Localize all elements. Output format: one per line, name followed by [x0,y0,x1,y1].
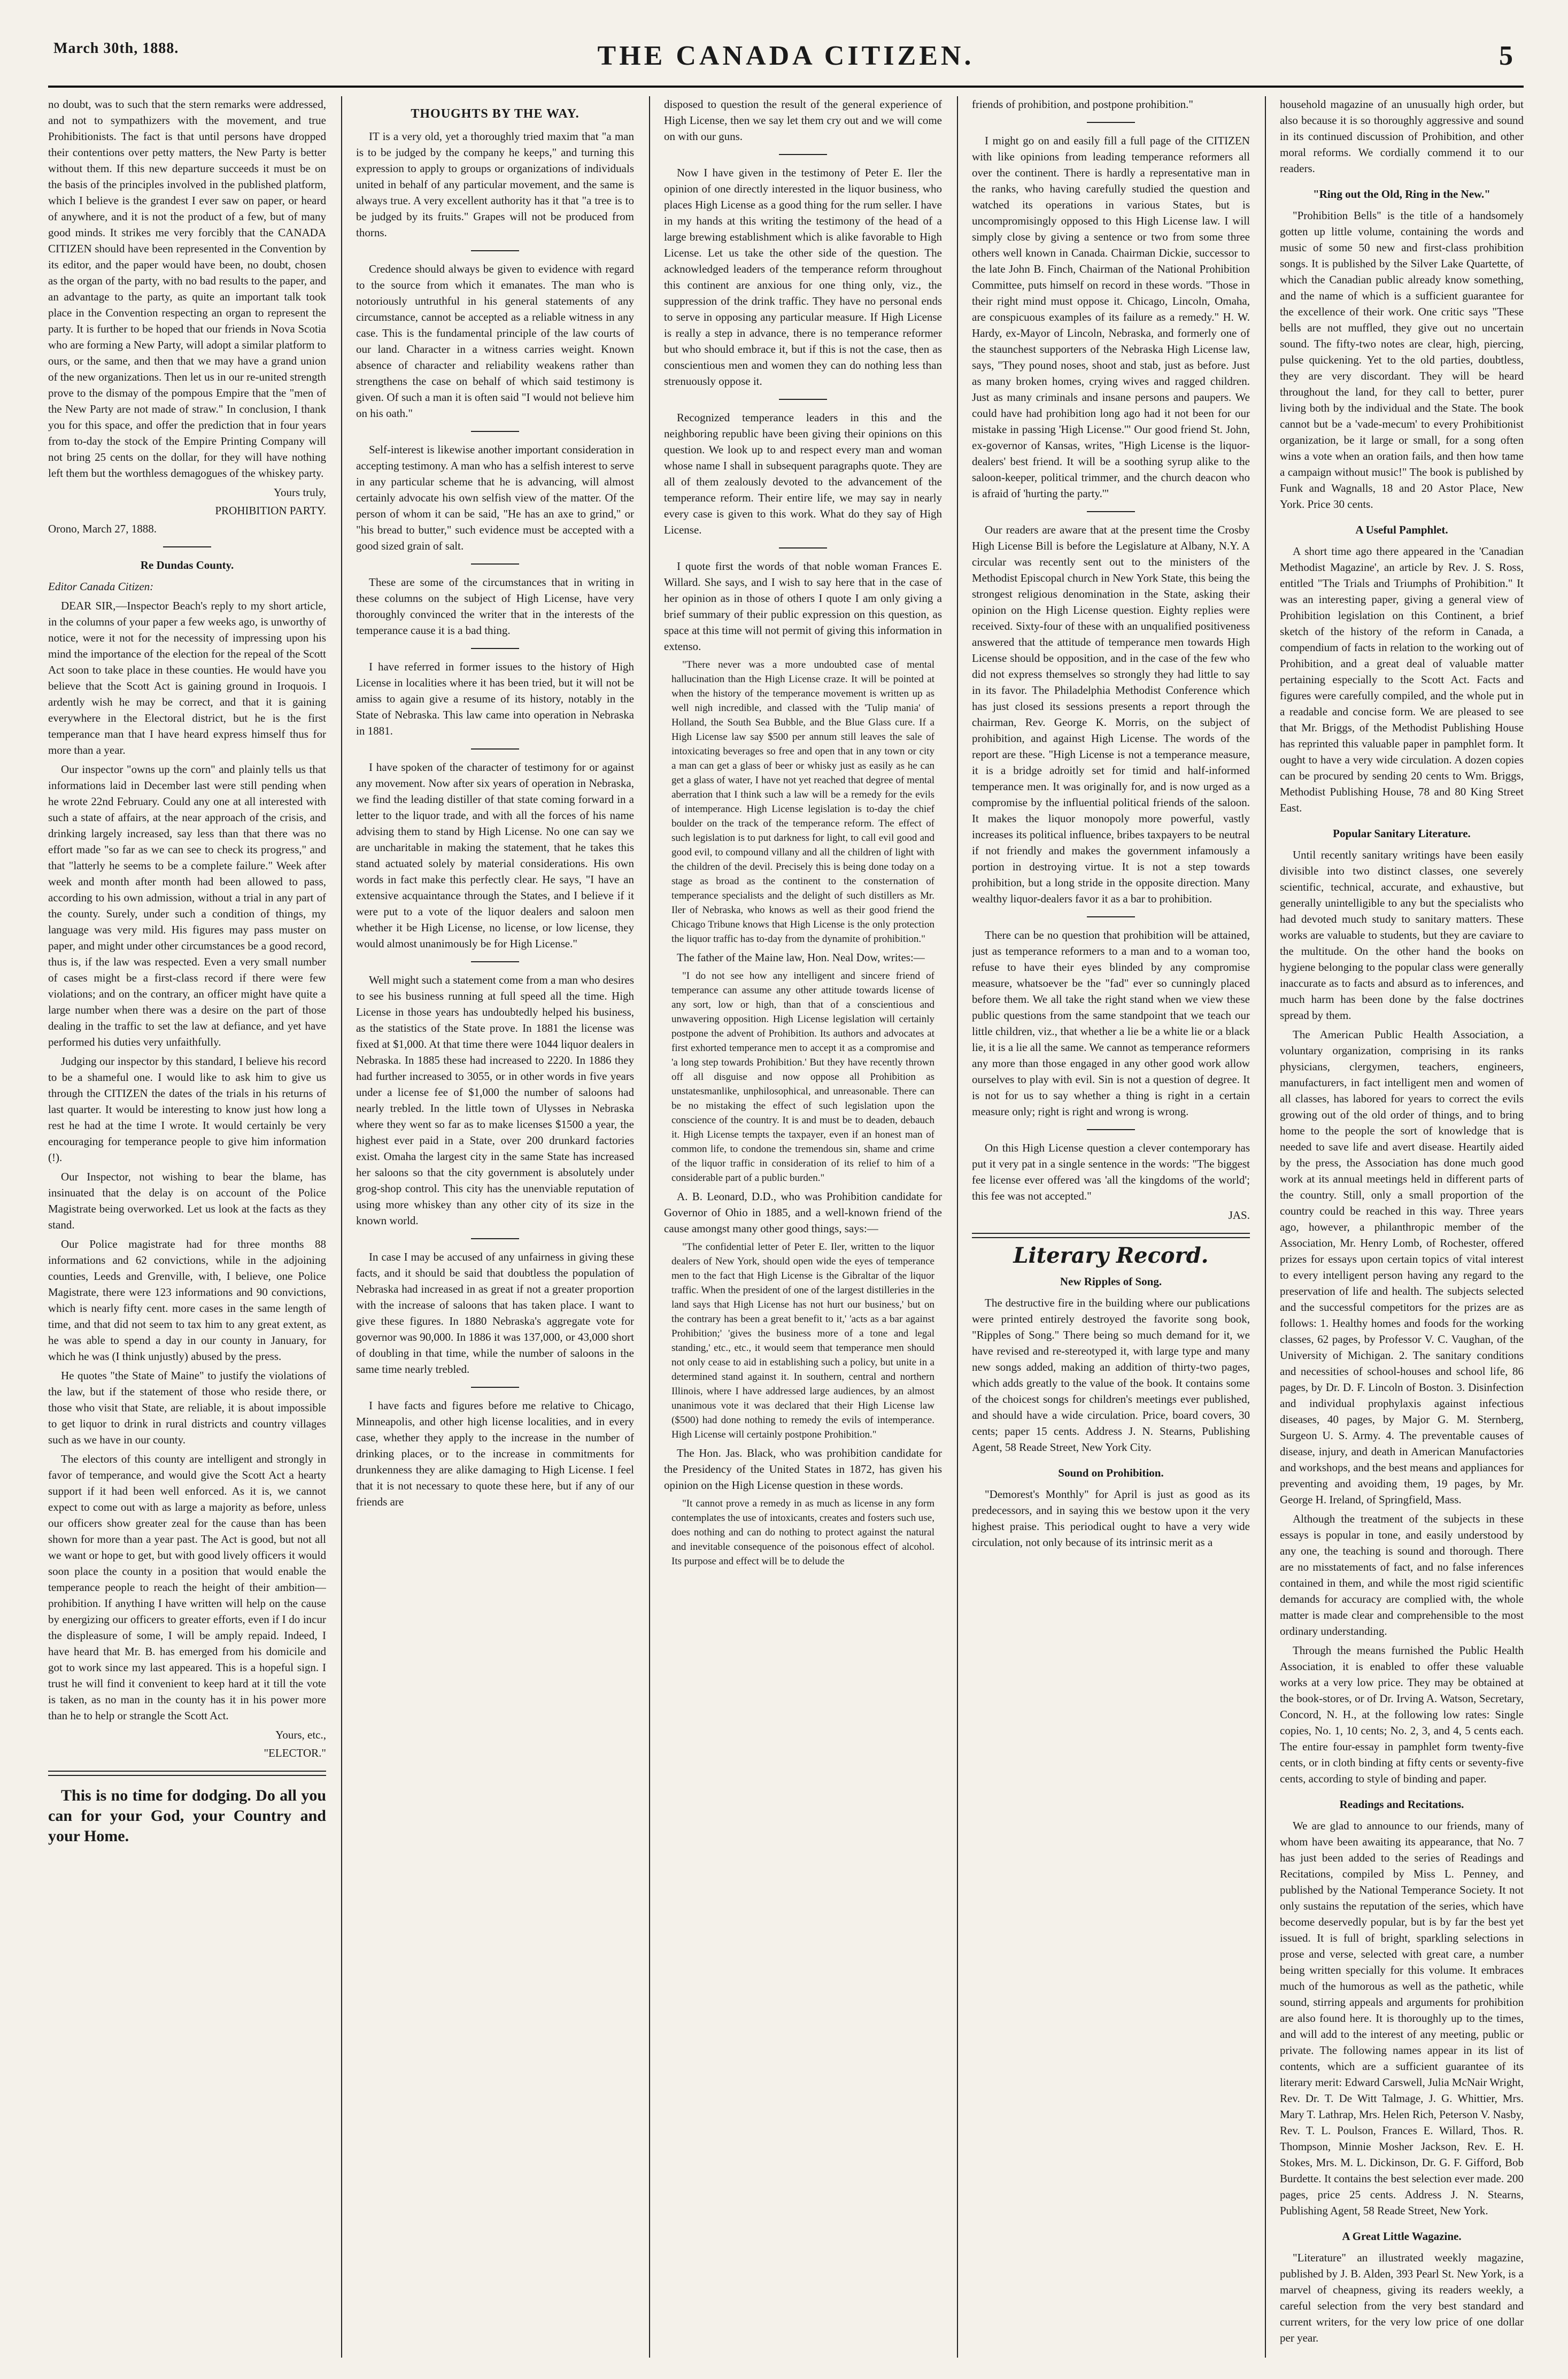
paragraph: I might go on and easily fill a full page of the CITIZEN with like opinions from leading temperance reformers all over the continent. There is hardly a representative man in the ranks, who having carefully studied the question and watched its operations in various States, but is uncompromisingly opposed to this High License law. I will simply close by giving a sentence or two from some three others well known in Canada. Chairman Dickie, successor to the late John B. Finch, Chairman of the National Prohibition Committee, puts himself on record in these words. "Those in their right mind must oppose it. Chicago, Lincoln, Omaha, are conspicuous examples of its failure as a remedy." H. W. Hardy, ex-Mayor of Lincoln, Nebraska, and formerly one of the staunchest supporters of the Nebraska High License law, says, "They pound noses, shoot and stab, just as before. Just as many broken homes, crying wives and ragged children. Just as many criminals and insane persons and paupers. We could have had prohibition long ago had it not been for our mistake in passing 'High License.'" Our good friend St. John, ex-governor of Kansas, writes, "High License is the liquor-dealers' best friend. It will be a soothing syrup alike to the saloon-keeper, political trimmer, and the church deacon who is afraid of 'hurting the party.'" [972,134,1250,500]
article-heading: New Ripples of Song. [1060,1275,1162,1288]
divider [1087,1129,1135,1130]
article-heading: Popular Sanitary Literature. [1333,827,1471,840]
paragraph: I have facts and figures before me relative to Chicago, Minneapolis, and other high license localities, and in every case, whether they apply to the increase in the number of drinking places, or to the increase in commitments for drunkenness they are alike damaging to High License. I feel that it is not necessary to quote these here, but if any of our friends are [356,1399,634,1508]
dateline: Orono, March 27, 1888. [48,522,157,535]
divider [471,563,519,565]
column-rule [957,96,958,2358]
paragraph: Our Inspector, not wishing to bear the blame, has insinuated that the delay is on account of the Police Magistrate being overworked. Let us look at the facts as they stand. [48,1170,326,1231]
masthead [48,21,1524,88]
paragraph: Through the means furnished the Public Health Association, it is enabled to offer these valuable works at a very low price. They may be obtained at the book-stores, or of Dr. Irving A. Watson, Secretary, Concord, N. H., at the following low rates: Single copies, No. 1, 10 cents; No. 2, 3, and 4, 5 cents each. The entire four-essay in pamphlet form twenty-five cents, or in cloth binding at fifty cents or seventy-five cents, according to style of binding and paper. [1280,1644,1524,1785]
paragraph: A short time ago there appeared in the 'Canadian Methodist Magazine', an article by Rev. J. S. Ross, entitled "The Trials and Triumphs of Prohibition." It was an interesting paper, giving a general view of Prohibition legislation on this Continent, a brief sketch of the history of the reform in Canada, a compendium of facts in relation to the working out of Prohibition, and a great deal of valuable matter pertaining especially to the Scott Act. Facts and figures were carefully compiled, and the whole put in a readable and concise form. We are pleased to see that Mr. Briggs, of the Methodist Publishing House has reprinted this valuable paper in pamphlet form. It ought to have a very wide circulation. A dozen copies can be procured by sending 20 cents to Wm. Briggs, Methodist Publishing House, 78 and 80 King Street East. [1280,545,1524,814]
divider [779,154,827,155]
paragraph: Our Police magistrate had for three months 88 informations and 62 convictions, while in the adjoining counties, Leeds and Grenville, with, I believe, one Police Magistrate, there were 123 informations and 90 convictions, which is nearly fifty cent. more cases in the same length of time, and that did not seem to tax him to any great extent, as he was able to spend a day in our county in January, for which he was (I think unjustly) abused by the press. [48,1238,326,1363]
divider [471,961,519,962]
paragraph: There can be no question that prohibition will be attained, just as temperance reformers to a man and to a woman too, refuse to have their eyes blinded by any compromise measure, whatsoever be the "fad" ever so cunningly placed before them. We all take the right stand when we view these public questions from the same standpoint that we teach our little children, viz., that whether a lie be a white lie or a black lie, it is a lie all the same. We cannot as temperance reformers any more than those engaged in any other good work allow ourselves to play with evil. Sin is not a question of degree. It is not for us to say whether a thing is right in a certain measure only; right is right and wrong is wrong. [972,929,1250,1118]
article-heading: "Ring out the Old, Ring in the New." [1313,188,1490,200]
quotation: "I do not see how any intelligent and sincere friend of temperance can assume any other attitude towards license of any sort, low or high, than that of a conscientious and unwavering opposition. High License legislation will certainly postpone the advent of Prohibition. Its authors and advocates at first exhorted temperance men to accept it as a compromise and 'a long step towards Prohibition.' But they have recently thrown off all disguise and now oppose all Prohibition as unstatesmanlike, unphilosophical, and unreasonable. There can be no mistaking the effect of such legislation upon the conscience of the country. It is and must be to deaden, debauch it. High License tempts the taxpayer, even if an honest man of common life, to condone the tremendous sin, shame and crime of the liquor traffic in consideration of its relief to him of a considerable part of a public burden." [671,970,934,1184]
column-rule [649,96,650,2358]
paragraph: household magazine of an unusually high order, but also because it is so thoroughly aggressive and sound in its continued discussion of Prohibition, and other moral reforms. We cordially commend it to our readers. [1280,98,1524,175]
divider [471,1238,519,1239]
paragraph: I have spoken of the character of testimony for or against any movement. Now after six years of operation in Nebraska, we find the leading distiller of that state coming forward in a letter to the liquor trade, and with all the forces of his name advising them to stand by High License. No one can say we are uncharitable in making the statement, that he takes this stand actuated solely by material considerations. His own words in fact make this perfectly clear. He says, "I have an extensive acquaintance through the States, and I believe if it were put to a vote of the liquor dealers and saloon men whether it be High License, no license, or low license, they would almost unanimously be for High License." [356,761,634,950]
column-rule [341,96,342,2358]
column-5 [1280,96,1524,2358]
paragraph: I have referred in former issues to the history of High License in localities where it has been tried, but it will not be amiss to again give a resume of its history, notably in the State of Nebraska. This law came into operation in Nebraska in 1881. [356,660,634,737]
signature: "ELECTOR." [264,1747,326,1759]
paragraph: A. B. Leonard, D.D., who was Prohibition candidate for Governor of Ohio in 1885, and a well-known friend of the cause amongst many other good things, says:— [664,1190,942,1235]
divider [471,1387,519,1388]
paragraph: friends of prohibition, and postpone prohibition." [972,98,1193,111]
paragraph: Now I have given in the testimony of Peter E. Iler the opinion of one directly interested in the liquor business, who places High License as a good thing for the rum seller. I have in my hands at this writing the testimony of the head of a large brewing establishment which is alike favorable to High License. Let us take the other side of the question. The acknowledged leaders of the temperance reform throughout this continent are anxious for one thing only, viz., the suppression of the drink traffic. They have no personal ends to serve in opposing any particular measure. If High License is really a step in advance, there is no temperance reformer but who should embrace it, but if this is not the case, then as conscientious men and women they can do nothing less than strenuously oppose it. [664,166,942,388]
paragraph: "Literature" an illustrated weekly magazine, published by J. B. Alden, 393 Pearl St. New York, is a marvel of cheapness, giving its readers weekly, a careful selection from the very best standard and current writers, for the very low price of one dollar per year. [1280,2251,1524,2344]
paragraph: I quote first the words of that noble woman Frances E. Willard. She says, and I wish to say here that in the case of her opinion as in those of others I quote I am only giving a brief summary of their public expression on this question, as space at this time will not permit of giving this information in extenso. [664,560,942,653]
notice: This is no time for dodging. Do all you can for your God, your Country and your Home. [48,1787,326,1845]
paragraph: The Hon. Jas. Black, who was prohibition candidate for the Presidency of the United States in 1872, has given his opinion on the High License question in these words. [664,1447,942,1492]
paragraph: "Prohibition Bells" is the title of a handsomely gotten up little volume, containing the words and music of some 50 new and first-class prohibition songs. It is published by the Silver Lake Quartette, of which the Canadian public already know something, and the name of which is a sufficient guarantee for the excellence of their work. One critic says "These bells are not muffled, they give out no uncertain sound. The fifty-two notes are clear, high, piercing, pulse quickening. Yet to the old parties, doubtless, they are very discordant. They will be heard throughout the land, for they call to better, purer living both by the individual and the State. The book cannot but be a 'vade-mecum' to every Prohibitionist organization, be it large or small, for a song often wins a vote when an oration fails, and then how tame a campaign without music!" The book is published by Funk and Wagnalls, 18 and 20 Astor Place, New York. Price 30 cents. [1280,209,1524,511]
column-1 [48,96,326,2358]
paragraph: Although the treatment of the subjects in these essays is popular in tone, and easily understood by any one, the teaching is sound and thorough. There are no misstatements of fact, and no false inferences contained in them, and while the most rigid scientific demands for accuracy are complied with, the whole matter is made clear and comprehensible to the most ordinary understanding. [1280,1512,1524,1638]
newspaper-page [48,21,1524,2358]
column-2 [356,96,634,2358]
issue-date: March 30th, 1888. [53,40,179,57]
divider [471,748,519,750]
quotation: "There never was a more undoubted case of mental hallucination than the High License craze. It will be pointed at when the history of the temperance movement is written up as well nigh incredible, and classed with the 'Tulip mania' of Holland, the South Sea Bubble, and the Blue Glass cure. If a High License law say $500 per annum still leaves the sale of intoxicating beverages so free and open that in any town or city a man can get a glass of beer or whisky just as easily as he can get a glass of water, I have not yet reached that degree of mental aberration that I think such a law will be a remedy for the evils of intemperance. High License legislation is to-day the chief boulder on the track of the temperance reform. The effect of such legislation is to put darkness for light, to call evil good and good evil, to compound villany and all the children of light with the children of the devil. Precisely this is being done today on a stage as broad as the continent to the consternation of temperance specialists and the delight of such distillers as Mr. Iler of Nebraska, who knows as well as their good friend the Chicago Tribune knows that High License is the only protection the liquor traffic has to-day from the dynamite of prohibition." [671,659,934,945]
divider [471,431,519,432]
divider [471,648,519,649]
divider [779,547,827,549]
paragraph: These are some of the circumstances that in writing in these columns on the subject of High License, have very thoroughly convinced the writer that in the interests of the temperance cause it is a bad thing. [356,576,634,637]
page-number: 5 [1499,41,1513,71]
paragraph: Until recently sanitary writings have been easily divisible into two distinct classes, one severely scientific, technical, accurate, and exhaustive, but generally unintelligible to any but the specialists who had devoted much study to sanitary matters. These works are valuable to students, but they are caviare to the multitude. On the other hand the books on hygiene belonging to the popular class were generally inaccurate as to facts and absurd as to inferences, and much harm has been done by the false doctrines spread by them. [1280,848,1524,1022]
column-4 [972,96,1250,2358]
paragraph: Well might such a statement come from a man who desires to see his business running at full speed all the time. High License in those years has undoubtedly helped his business, as the statistics of the State prove. In 1881 the license was fixed at $1,000. At that time there were 1044 liquor dealers in Nebraska. In 1885 these had increased to 2220. In 1886 they had further increased to 3055, or in other words in five years under a license fee of $1,000 the number of saloons had nearly trebled. In the little town of Ulysses in Nebraska where they went so far as to make licenses $1500 a year, the highest ever paid in a State, over 200 drunkard factories exist. Omaha the largest city in the same State has increased her saloons so that the city government is absolutely under grog-shop control. This city has the unenviable reputation of using more whiskey than any other city of its size in the known world. [356,974,634,1227]
paragraph: On this High License question a clever contemporary has put it very pat in a single sentence in the words: "The biggest fee license ever offered was 'all the kingdoms of the world'; this fee was not accepted." [972,1141,1250,1202]
divider [1087,511,1135,512]
paragraph: The destructive fire in the building where our publications were printed entirely destroyed the favorite song book, "Ripples of Song." There being so much demand for it, we have revised and re-stereotyped it, with large type and many new songs added, making an addition of thirty-two pages, which adds greatly to the value of the book. It contains some of the choicest songs for children's meetings ever published, and should have a wide circulation. Price, board covers, 30 cents; paper 15 cents. Address J. N. Stearns, Publishing Agent, 58 Reade Street, New York City. [972,1296,1250,1454]
divider [471,250,519,251]
quotation: "It cannot prove a remedy in as much as license in any form contemplates the use of intoxicants, creates and fosters such use, does nothing and can do nothing to protect against the natural and inevitable consequence of the poisonous effect of alcohol. Its purpose and effect will be to delude the [671,1498,934,1567]
paragraph: Our inspector "owns up the corn" and plainly tells us that informations laid in December last were still pending when he wrote 22nd February. Could any one at all interested with such a state of affairs, at the near approach of the crisis, and drinking largely increased, say less than that there was no effort made "so far as we can see to check its progress," and that "latterly he seems to be a complete failure." Week after week and month after month had been allowed to pass, according to his own admission, without a trial in any part of the county. Surely, under such a condition of things, my language was very mild. His figures may pass muster on paper, and might under other circumstances be a good record, thus is, if the law was respected. Even a very small number of cases might be a first-class record if there were few violations; and on the contrary, an officer might have quite a large number when there was a desire on the part of those dealing in the traffic to set the law at defiance, and yet have performed his duties very unfaithfully. [48,763,326,1048]
paragraph: In case I may be accused of any unfairness in giving these facts, and it should be said that doubtless the population of Nebraska had increased in as great if not a greater proportion with the increase of saloons that has taken place. I want to give these figures. In 1880 Nebraska's aggregate vote for governor was 90,000. In 1886 it was 137,000, or 43,000 short of doubling in that time, while the number of saloons in the same time nearly trebled. [356,1250,634,1376]
paragraph: He quotes "the State of Maine" to justify the violations of the law, but if the statement of those who reside there, or those who visit that State, are reliable, it is about impossible to get liquor to drink in rural districts and country villages such as we have in our county. [48,1369,326,1446]
quotation: "The confidential letter of Peter E. Iler, written to the liquor dealers of New York, should open wide the eyes of temperance men to the fact that High License is the Gibraltar of the liquor traffic. When the president of one of the largest distilleries in the land says that High License has not hurt our business,' but on the contrary has been a great benefit to it,' 'acts as a bar against Prohibition;' 'gives the business more of a tone and legal standing,' etc., etc., it would seem that temperance men should not only cease to aid in establishing such a policy, but unite in a determined stand against it. In southern, central and northern Illinois, where I have addressed large audiences, by an almost unanimous vote it was declared that their High License law ($500) had done nothing to remedy the evils of intemperance. High License will certainly postpone Prohibition." [671,1241,934,1440]
paragraph: no doubt, was to such that the stern remarks were addressed, and not to sympathizers with the movement, and true Prohibitionists. The fact is that until persons have dropped their contentions over petty matters, the New Party is better without them. If this new departure succeeds it must be on the basis of the principles involved in the published platform, which I believe is the grandest I ever saw on paper, or heard of anywhere, and it is not the product of a few, but of many good minds. It strikes me very forcibly that the CANADA CITIZEN should have been represented in the Convention by its editor, and the paper would have been, no doubt, chosen as the organ of the party, with no bad results to the paper, and an advantage to the party, as quite an important talk took place in the Convention respecting an organ to represent the party. It is further to be hoped that our friends in Nova Scotia who are forming a New Party, will adopt a similar platform to ours, or the same, and then that we may have a grand union of the new organizations. Then let us in our re-united strength prove to the dismay of the pompous Empire that the "men of the New Party are not made of straw." In conclusion, I thank you for this space, and offer the prediction that in four years from to-day the stock of the Empire Printing Company will not bring 25 cents on the dollar, for they will have nothing left them but the worthless demagogues of the whiskey party. [48,98,326,480]
paragraph: DEAR SIR,—Inspector Beach's reply to my short article, in the columns of your paper a few weeks ago, is unworthy of notice, were it not for the necessity of impressing upon his mind the importance of the election for the repeal of the Scott Act soon to take place in these counties. He would have you believe that the Scott Act is gaining ground in Iroquois. I ardently wish he may be correct, and that it is gaining everywhere in the Electoral district, but he is the first temperance man that I have heard express himself thus for more than a year. [48,599,326,756]
paragraph: Recognized temperance leaders in this and the neighboring republic have been giving their opinions on this question. We look up to and respect every man and woman whose name I shall in subsequent paragraphs quote. They are all of them zealously devoted to the advancement of the temperance reform. Their entire life, we may say in nearly every case is given to this work. What do they say of High License. [664,411,942,536]
signoff: Yours, etc., [275,1728,326,1741]
paragraph: Self-interest is likewise another important consideration in accepting testimony. A man who has a selfish interest to serve in any particular scheme that he is advancing, will almost certainly advocate his own selfish view of the matter. Of the person of whom it can be said, "He has an axe to grind," or "his bread to butter," such evidence must be accepted with a good sized grain of salt. [356,443,634,552]
divider [1087,916,1135,917]
paragraph: Our readers are aware that at the present time the Crosby High License Bill is before the Legislature at Albany, N.Y. A circular was recently sent out to the ministers of the Methodist Episcopal church in New York State, this being the strongest religious denomination in the State, asking their opinion on the High License question. Eighty replies were received. Sixty-four of these with an unqualified positiveness answered that the attitude of temperance men towards High License should be opposition, and in the case of the few who did not express themselves so strongly they had little to say in its favor. The Philadelphia Methodist Conference which has just closed its sessions presents a report through the chairman, Rev. George K. Morris, on the subject of prohibition, and against High License. The words of the report are these. "High License is not a temperance measure, it is a bridge adroitly set for timid and half-informed temperance men. It was originally for, and is now urged as a compromise by the influential political friends of the saloon. It makes the liquor monopoly more powerful, vastly increases its political influence, bribes taxpayers to be neutral if not friendly and makes the government infamously a portion in destroying virtue. It is not a step towards prohibition, but a long stride in the opposite direction. Many wealthy liquor-dealers favor it as a bar to prohibition. [972,523,1250,905]
signature: JAS. [1228,1209,1250,1222]
divider [163,546,211,547]
signature: PROHIBITION PARTY. [215,504,326,517]
columns-container [48,96,1524,2358]
paragraph: "Demorest's Monthly" for April is just as good as its predecessors, and in saying this we bestow upon it the very highest praise. This periodical ought to have a very wide circulation, not only because of its intrinsic merit as a [972,1488,1250,1549]
signoff: Yours truly, [273,486,326,499]
paragraph: Judging our inspector by this standard, I believe his record to be a shameful one. I would like to ask him to give us through the CITIZEN the dates of the trials in his returns of last quarter. It would be interesting to know just how long a rest he had at the time I wrote. It would certainly be very encouraging for temperance people to give him information (!). [48,1055,326,1164]
paragraph: The electors of this county are intelligent and strongly in favor of temperance, and would give the Scott Act a hearty support if it had been well enforced. As it is, we cannot expect to come out with as large a majority as before, unless our officers show greater zeal for the cause than has been shown for more than a year past. The Act is good, but not all we want or hope to get, but with good lively officers it would soon place the county in a position that would enable the temperance people to reach the height of their ambition—prohibition. If anything I have written will help on the cause by energizing our officers to greater efforts, even if I do incur the displeasure of some, I will be amply repaid. Indeed, I have heard that Mr. B. has emerged from his domicile and got to work since my last appeared. This is a hopeful sign. I trust he will find it convenient to keep hard at it till the vote is taken, as no man in the county has it in his power more than he to help or strangle the Scott Act. [48,1453,326,1722]
divider [779,399,827,400]
paragraph: disposed to question the result of the general experience of High License, then we say let them cry out and we will come on with our guns. [664,98,942,143]
column-3 [664,96,942,2358]
divider [972,1233,1250,1238]
paragraph: We are glad to announce to our friends, many of whom have been awaiting its appearance, that No. 7 has just been added to the series of Readings and Recitations, compiled by Miss L. Penney, and published by the National Temperance Society. It not only sustains the reputation of the series, which have become deservedly popular, but is by far the best yet issued. It is full of bright, sparkling selections in prose and verse, selected with great care, a number being written specially for this volume. It embraces much of the humorous as well as the pathetic, while sound, stirring appeals and arguments for prohibition are also found here. It is thoroughly up to the times, and will add to the interest of any meeting, public or private. The following names appear in its list of contents, which are a sufficient guarantee of its literary merit: Edward Carswell, Julia McNair Wright, Rev. Dr. T. De Witt Talmage, J. G. Whittier, Mrs. Mary T. Lathrap, Mrs. Helen Rich, Peterson V. Nasby, Rev. T. L. Poulson, Frances E. Willard, Thos. R. Thompson, Minnie Mosher Jackson, Rev. E. H. Stokes, Mrs. M. L. Dickinson, Dr. G. F. Gifford, Bob Burdette. It contains the best selection ever made. 200 pages, price 25 cents. Address J. N. Stearns, Publishing Agent, 58 Reade Street, New York. [1280,1819,1524,2217]
article-heading: Re Dundas County. [140,559,234,571]
article-heading: A Great Little Wagazine. [1342,2230,1462,2243]
paragraph: Credence should always be given to evidence with regard to the source from which it emanates. The man who is notoriously untruthful in his general statements of any circumstance, cannot be accepted as a reliable witness in any case. This is the fundamental principle of the law courts of our land. Character in a witness carries weight. Known absence of character and reliability weakens rather than strengthens the case on behalf of which said testimony is given. Of such a man it is often said "I would not believe him on his oath." [356,262,634,420]
paragraph: The father of the Maine law, Hon. Neal Dow, writes:— [677,951,925,964]
paragraph: The American Public Health Association, a voluntary organization, comprising in its ranks physicians, clergymen, teachers, engineers, manufacturers, in fact intelligent men and women of all classes, has labored for years to correct the evils growing out of the old order of things, and to bring home to the people the sort of knowledge that is needed to save life and avert disease. Heartily aided by the press, the Association has done much good work at its annual meetings held in different parts of the country. Still, only a small proportion of the country could be reached in this way. Three years ago, however, a philanthropic member of the Association, Mr. Henry Lomb, of Rochester, offered prizes for essays upon certain topics of vital interest to every intelligent person having any regard to the preservation of life and health. The subjects selected and the successful competitors for the prizes are as follows: 1. Healthy homes and foods for the working classes, 62 pages, by Professor V. C. Vaughan, of the University of Michigan. 2. The sanitary conditions and necessities of school-houses and school life, 86 pages, by Dr. D. F. Lincoln of Boston. 3. Disinfection and individual prophylaxis against infectious diseases, 40 pages, by Major G. M. Sternberg, Surgeon U. S. Army. 4. The preventable causes of disease, injury, and death in American Manufactories and workshops, and the best means and appliances for preventing and avoiding them, 19 pages, by Mr. George H. Ireland, of Springfield, Mass. [1280,1028,1524,1506]
column-rule [1265,96,1266,2358]
article-heading: Sound on Prohibition. [1058,1466,1164,1479]
divider [1087,122,1135,123]
article-heading: Readings and Recitations. [1339,1798,1464,1811]
salutation: Editor Canada Citizen: [48,580,154,593]
newspaper-title: THE CANADA CITIZEN. [597,41,975,71]
article-heading: THOUGHTS BY THE WAY. [411,107,580,121]
paragraph: IT is a very old, yet a thoroughly tried maxim that "a man is to be judged by the company he keeps," and turning this expression to apply to groups or organizations of individuals united in behalf of any particular movement, and the same is always true. A very excellent authority has it that "a tree is to be judged by its fruits." Grapes will not be produced from thorns. [356,130,634,239]
divider [48,1771,326,1776]
article-heading: A Useful Pamphlet. [1355,523,1448,536]
section-heading: Literary Record. [1013,1243,1209,1268]
